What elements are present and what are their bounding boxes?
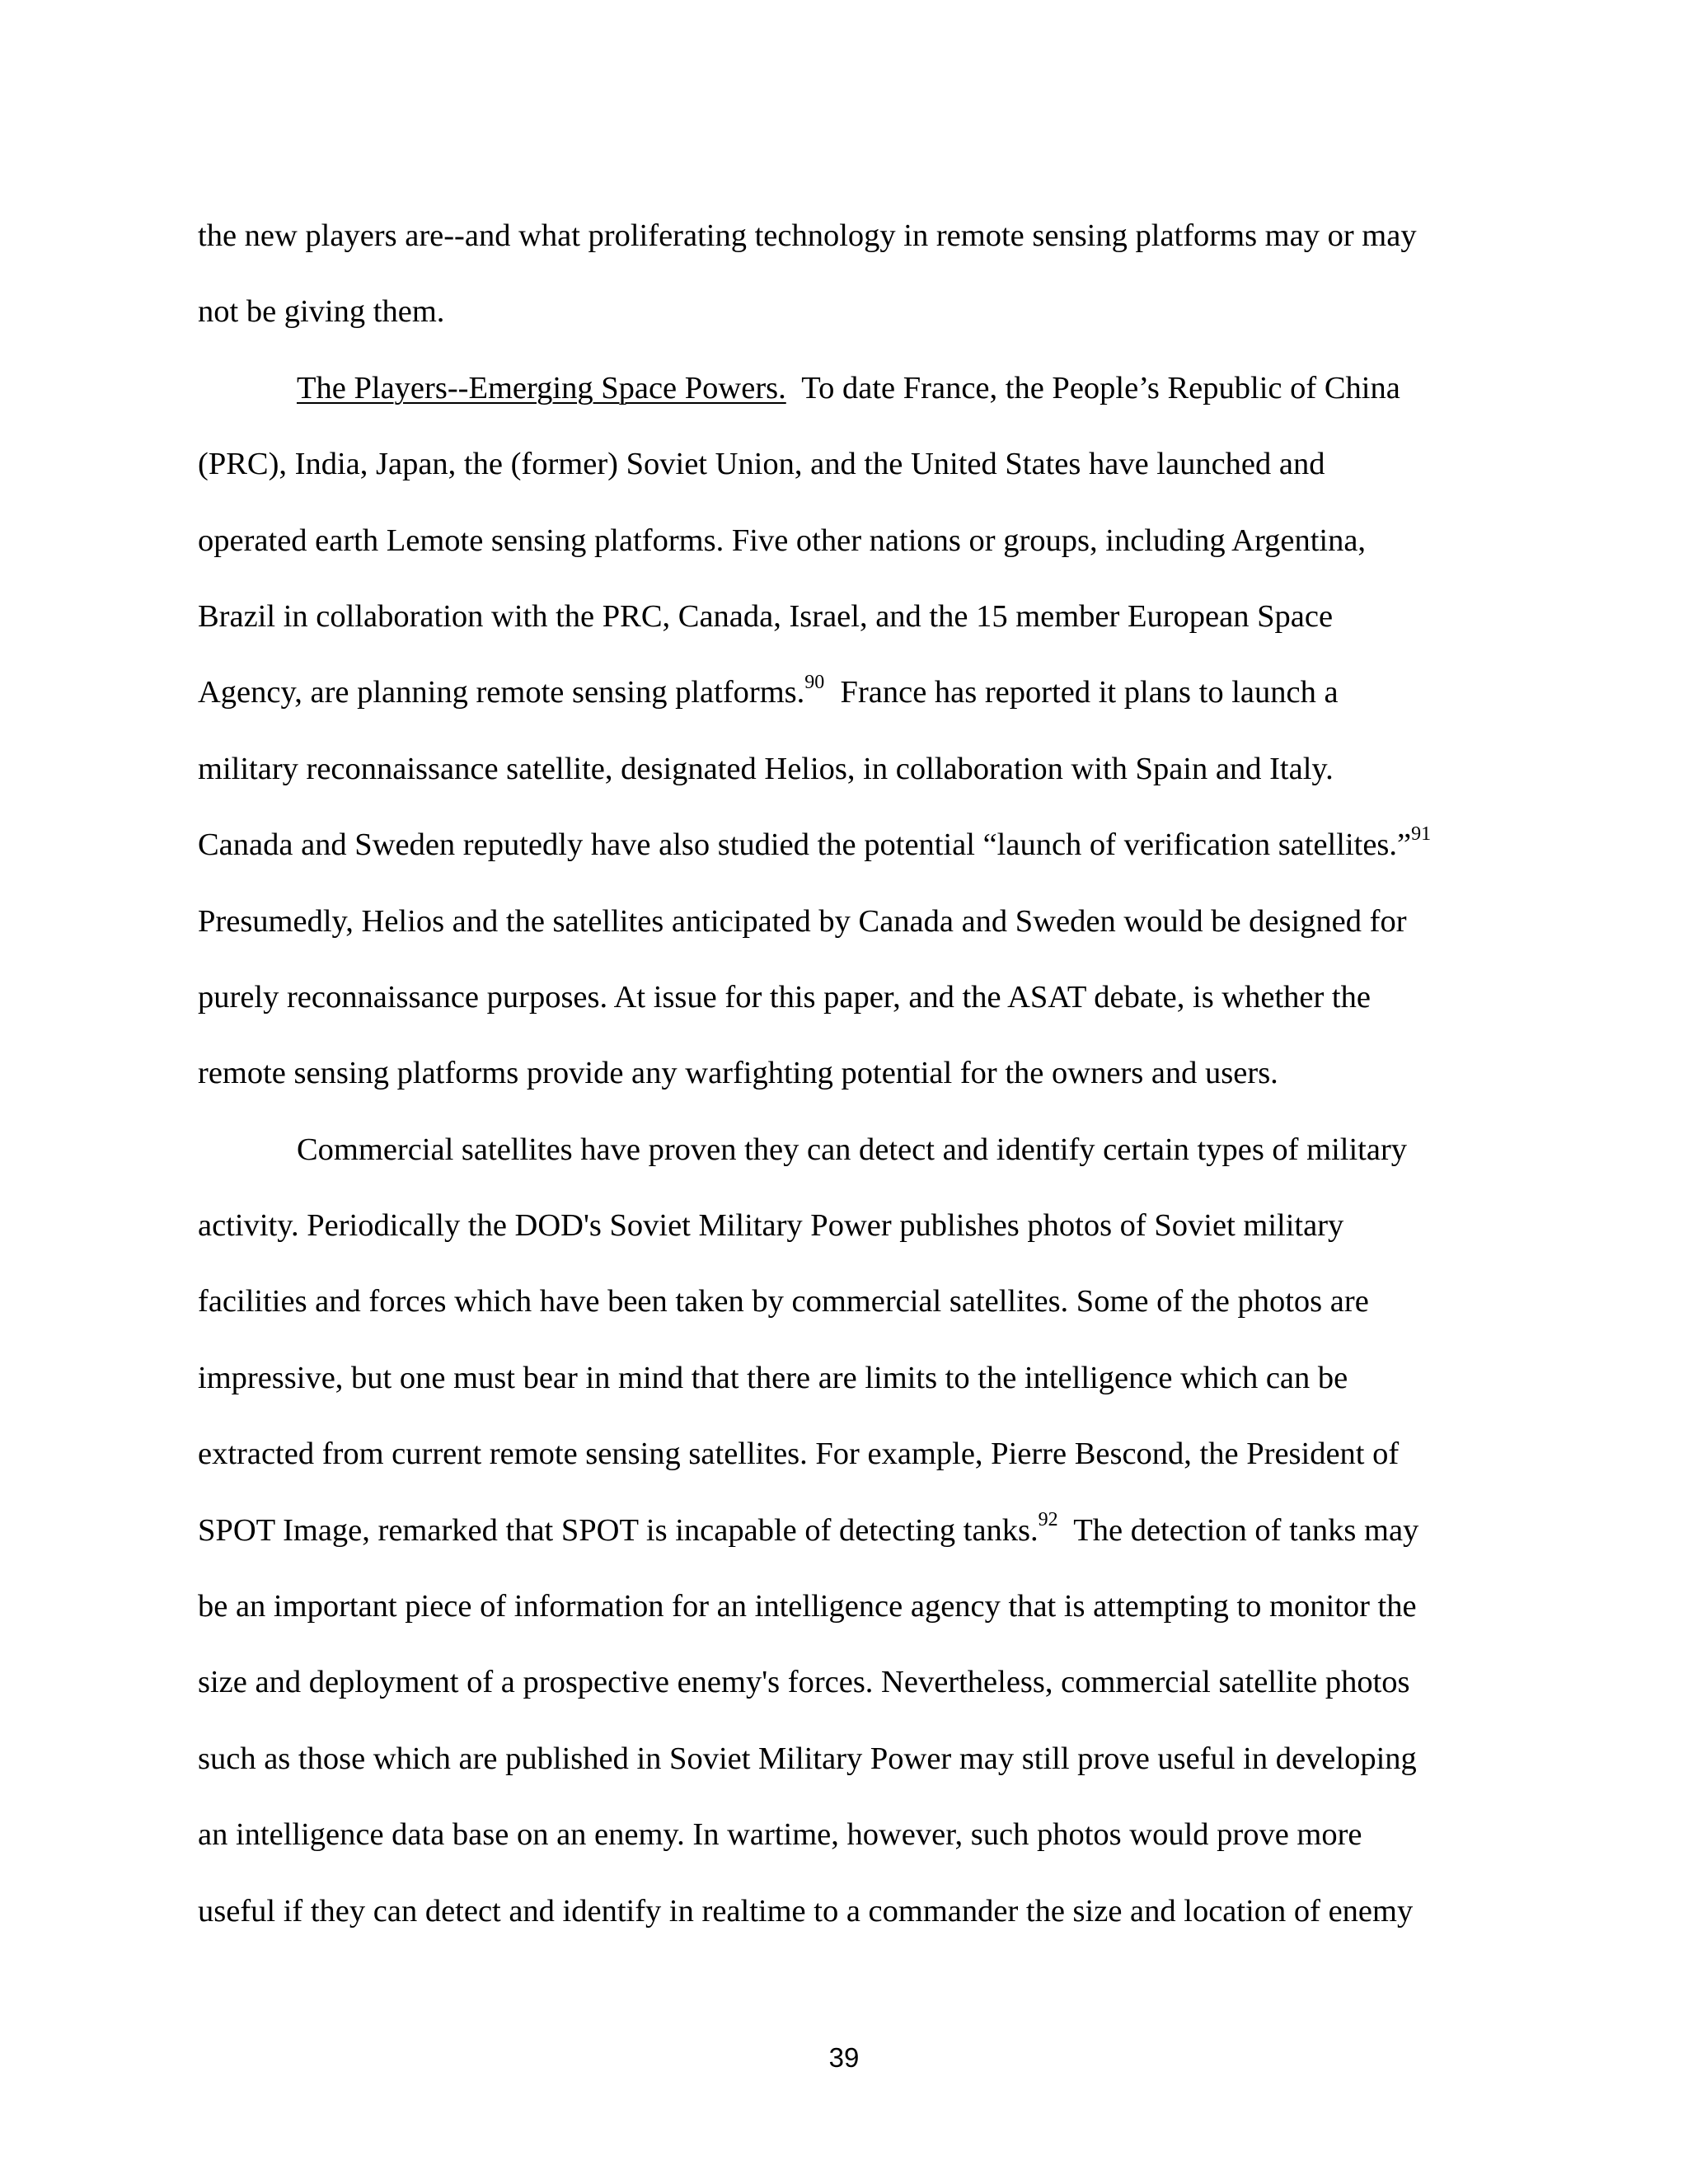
text-line: size and deployment of a prospective enemy's forces. Nevertheless, commercial satellite photos [198, 1665, 1410, 1700]
text-line: facilities and forces which have been taken by commercial satellites. Some of the photos are [198, 1284, 1369, 1319]
section-heading: The Players--Emerging Space Powers. [297, 370, 786, 405]
text-line: Brazil in collaboration with the PRC, Canada, Israel, and the 15 member European Space [198, 598, 1334, 634]
text-line: such as those which are published in Soviet Military Power may still prove useful in developing [198, 1741, 1417, 1776]
text-line: military reconnaissance satellite, designated Helios, in collaboration with Spain and Italy. [198, 751, 1334, 786]
text-line: activity. Periodically the DOD's Soviet Military Power publishes photos of Soviet military [198, 1208, 1344, 1244]
line-text: Canada and Sweden reputedly have also studied the potential “launch of verification satellites.” [198, 827, 1412, 863]
body-text [198, 198, 1484, 1949]
text-line: useful if they can detect and identify in realtime to a commander the size and location of enemy [198, 1893, 1414, 1929]
text-line: not be giving them. [198, 294, 445, 330]
text-line: extracted from current remote sensing satellites. For example, Pierre Bescond, the President of [198, 1436, 1400, 1472]
text-line: purely reconnaissance purposes. At issue for this paper, and the ASAT debate, is whether the [198, 979, 1371, 1015]
text-line: an intelligence data base on an enemy. In wartime, however, such photos would prove more [198, 1817, 1362, 1853]
line-text: Commercial satellites have proven they can detect and identify certain types of military [297, 1132, 1408, 1167]
line-text: France has reported it plans to launch a [824, 675, 1339, 710]
text-line: (PRC), India, Japan, the (former) Soviet Union, and the United States have launched and [198, 447, 1325, 482]
line-text: Agency, are planning remote sensing platforms. [198, 675, 805, 710]
line-text: The detection of tanks may [1057, 1512, 1419, 1548]
footnote-ref: 92 [1038, 1508, 1058, 1530]
text-line [198, 654, 1484, 730]
text-line [198, 1493, 1484, 1568]
text-line: impressive, but one must bear in mind that there are limits to the intelligence which can be [198, 1360, 1348, 1395]
line-text: SPOT Image, remarked that SPOT is incapable of detecting tanks. [198, 1512, 1039, 1548]
text-line [198, 1112, 1484, 1188]
footnote-ref: 91 [1411, 823, 1432, 846]
page-number: 39 [828, 2042, 860, 2073]
text-line [198, 350, 1484, 426]
text-line: remote sensing platforms provide any warfighting potential for the owners and users. [198, 1056, 1278, 1091]
line-text: To date France, the People’s Republic of China [785, 370, 1400, 405]
text-line: operated earth Lemote sensing platforms. Five other nations or groups, including Argentina, [198, 523, 1367, 558]
text-line: be an important piece of information for an intelligence agency that is attempting to monitor the [198, 1589, 1417, 1624]
footnote-ref: 90 [804, 671, 825, 693]
text-line: Presumedly, Helios and the satellites anticipated by Canada and Sweden would be designed for [198, 903, 1407, 939]
text-line [198, 807, 1484, 883]
text-line: the new players are--and what proliferating technology in remote sensing platforms may or may [198, 218, 1417, 253]
